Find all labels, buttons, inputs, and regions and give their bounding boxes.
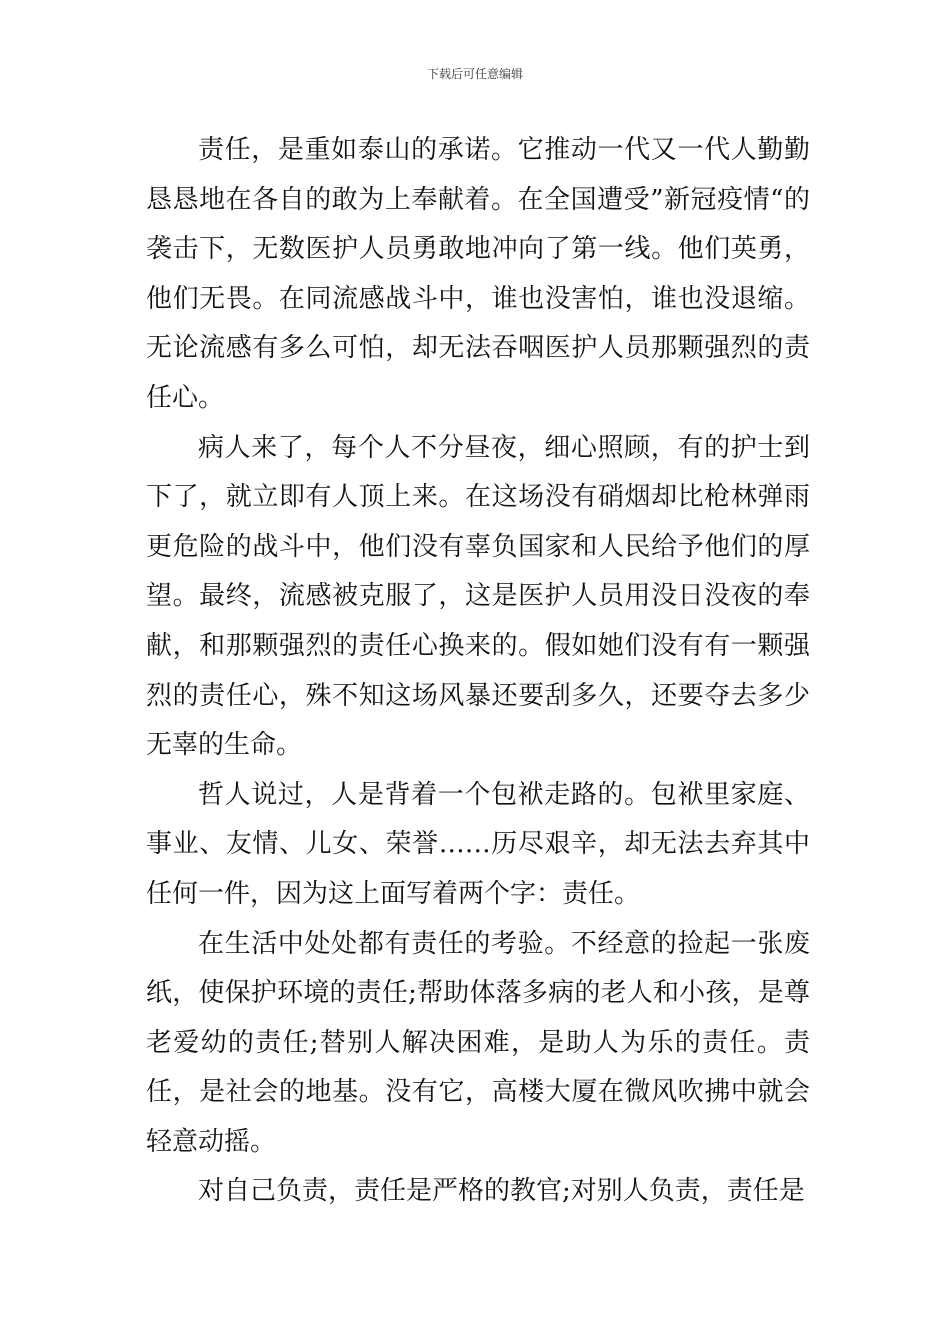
paragraph-2: 病人来了，每个人不分昼夜，细心照顾，有的护士到下了，就立即有人顶上来。在这场没有硝烟却比枪林弹雨更危险的战斗中，他们没有辜负国家和人民给予他们的厚望。最终，流感被克服了，这是医护人员用没日没夜的奉献，和那颗强烈的责任心换来的。假如她们没有有一颗强烈的责任心，殊不知这场风暴还要刮多久，还要夺去多少无辜的生命。 [146,432,810,761]
paragraph-1: 责任，是重如泰山的承诺。它推动一代又一代人勤勤恳恳地在各自的敢为上奉献着。在全国遭受”新冠疫情“的袭击下，无数医护人员勇敢地冲向了第一线。他们英勇，他们无畏。在同流感战斗中，谁也没害怕，谁也没退缩。无论流感有多么可怕，却无法吞咽医护人员那颗强烈的责任心。 [146,135,810,413]
paragraph-4: 在生活中处处都有责任的考验。不经意的捡起一张废纸，使保护环境的责任;帮助体落多病的老人和小孩，是尊老爱幼的责任;替别人解决困难，是助人为乐的责任。责任，是社会的地基。没有它，高楼大厦在微风吹拂中就会轻意动摇。 [146,928,810,1157]
document-body [146,126,810,1217]
header-note: 下载后可任意编辑 [426,67,523,81]
paragraph-3: 哲人说过，人是背着一个包袱走路的。包袱里家庭、事业、友情、儿女、荣誉……历尽艰辛，却无法去弃其中任何一件，因为这上面写着两个字：责任。 [146,779,810,909]
paragraph-5: 对自己负责，责任是严格的教官;对别人负责，责任是 [198,1176,805,1207]
